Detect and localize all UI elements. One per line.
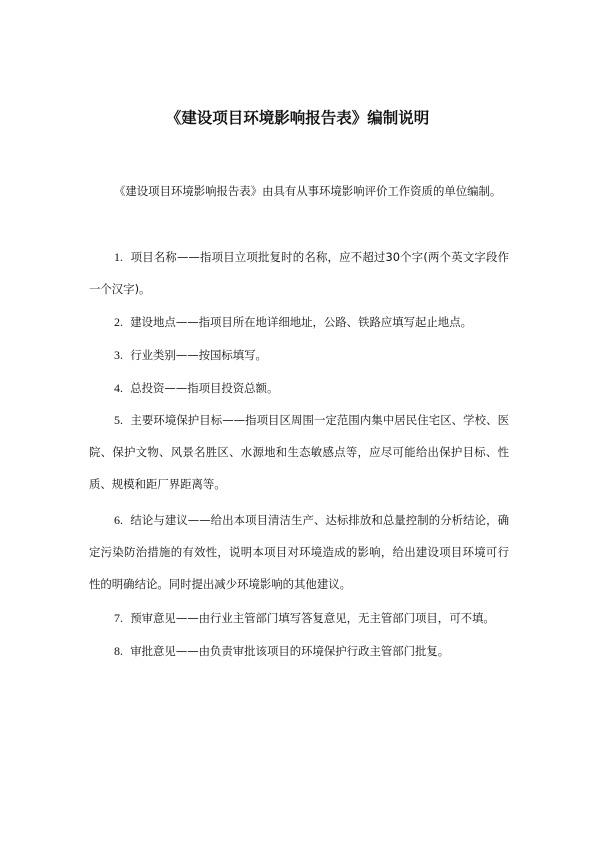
item-text: 总投资——指项目投资总额。 bbox=[130, 381, 279, 395]
item-text: 项目名称——指项目立项批复时的名称，应不超过30个字(两个英文字段作一个汉字)。 bbox=[89, 250, 509, 296]
item-number: 8. bbox=[114, 644, 123, 658]
item-number: 7. bbox=[114, 611, 123, 625]
item-text: 审批意见——由负责审批该项目的环境保护行政主管部门批复。 bbox=[130, 644, 450, 658]
item-number: 6. bbox=[114, 513, 123, 527]
item-number: 2. bbox=[114, 315, 123, 329]
item-number: 4. bbox=[114, 381, 123, 395]
item-2 bbox=[89, 306, 509, 338]
item-3 bbox=[89, 339, 509, 371]
document-title: 《建设项目环境影响报告表》编制说明 bbox=[165, 109, 430, 127]
item-text: 建设地点——指项目所在地详细地址，公路、铁路应填写起止地点。 bbox=[130, 315, 472, 329]
item-4 bbox=[89, 372, 509, 404]
item-1 bbox=[89, 241, 509, 305]
item-text: 行业类别——按国标填写。 bbox=[130, 348, 267, 362]
item-number: 5. bbox=[114, 413, 123, 427]
item-number: 1. bbox=[114, 250, 123, 264]
item-text: 结论与建议——给出本项目清洁生产、达标排放和总量控制的分析结论，确定污染防治措施的有效性，说明本项目对环境造成的影响，给出建设项目环境可行性的明确结论。同时提出减少环境影响的其他建议。 bbox=[89, 513, 509, 591]
item-8 bbox=[89, 635, 509, 667]
item-text: 主要环境保护目标——指项目区周围一定范围内集中居民住宅区、学校、医院、保护文物、风景名胜区、水源地和生态敏感点等，应尽可能给出保护目标、性质、规模和距厂界距离等。 bbox=[89, 413, 509, 491]
item-7 bbox=[89, 602, 509, 634]
item-5 bbox=[89, 404, 509, 500]
item-6 bbox=[89, 504, 509, 600]
item-number: 3. bbox=[114, 348, 123, 362]
intro-paragraph: 《建设项目环境影响报告表》由具有从事环境影响评价工作资质的单位编制。 bbox=[114, 184, 502, 198]
item-text: 预审意见——由行业主管部门填写答复意见，无主管部门项目，可不填。 bbox=[130, 611, 495, 625]
